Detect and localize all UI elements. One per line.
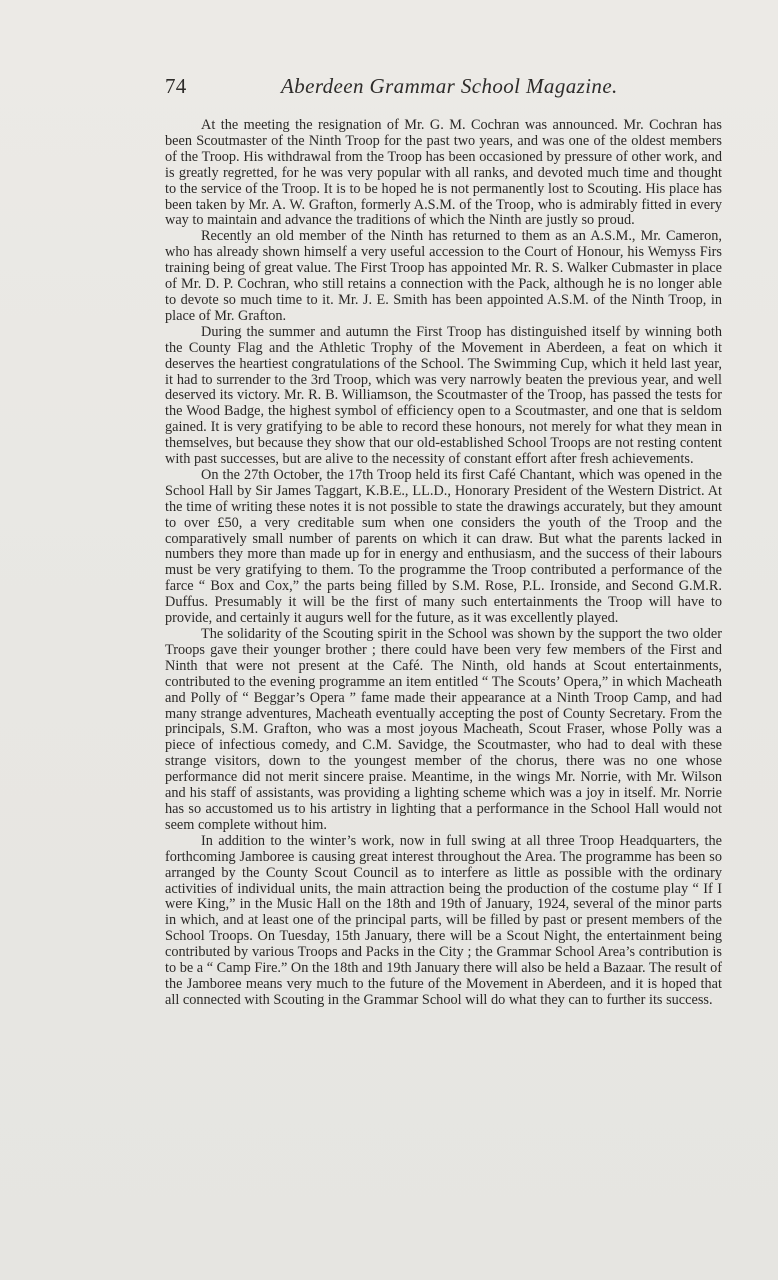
page-header	[165, 74, 725, 104]
paragraph: During the summer and autumn the First Troop has distinguished itself by winning both the County Flag and the Athletic Trophy of the Movement in Aberdeen, a feat on which it deserves the heartiest congratulations of the School. The Swimming Cup, which it held last year, it had to surrender to the 3rd Troop, which was very narrowly beaten the previous year, and well deserved its victory. Mr. R. B. Williamson, the Scoutmaster of the Troop, has passed the tests for the Wood Badge, the highest symbol of efficiency open to a Scoutmaster, and one that is seldom gained. It is very gratifying to be able to record these honours, not merely for what they mean in themselves, but because they show that our old-established School Troops are not resting content with past successes, but are alive to the necessity of constant effort after fresh achievements.	[165, 323, 722, 468]
running-title: Aberdeen Grammar School Magazine.	[281, 74, 618, 98]
paragraph: At the meeting the resignation of Mr. G. M. Cochran was announced. Mr. Cochran has been Scoutmaster of the Ninth Troop for the past two years, and was one of the oldest members of the Troop. His withdrawal from the Troop has been occasioned by pressure of other work, and is greatly regretted, for he was very popular with all ranks, and devoted much time and thought to the service of the Troop. It is to be hoped he is not permanently lost to Scouting. His place has been taken by Mr. A. W. Grafton, formerly A.S.M. of the Troop, who is admirably fitted in every way to maintain and advance the traditions of which the Ninth are justly so proud.	[165, 117, 722, 229]
paragraph: Recently an old member of the Ninth has returned to them as an A.S.M., Mr. Cameron, who has already shown himself a very useful accession to the Court of Honour, his Wemyss Firs training being of great value. The First Troop has appointed Mr. R. S. Walker Cubmaster in place of Mr. D. P. Cochran, who still retains a connection with the Pack, although he is no longer able to devote so much time to it. Mr. J. E. Smith has been appointed A.S.M. of the Ninth Troop, in place of Mr. Grafton.	[165, 228, 722, 324]
paragraph: In addition to the winter’s work, now in full swing at all three Troop Headquarters, the forthcoming Jamboree is causing great interest throughout the Area. The programme has been so arranged by the County Scout Council as to interfere as little as possible with the ordinary activities of individual units, the main attraction being the production of the costume play “ If I were King,” in the Music Hall on the 18th and 19th of January, 1924, several of the minor parts in which, and at least one of the principal parts, will be filled by past or present members of the School Troops. On Tuesday, 15th January, there will be a Scout Night, the entertainment being contributed by various Troops and Packs in the City ; the Grammar School Area’s contribution is to be a “ Camp Fire.” On the 18th and 19th January there will also be held a Bazaar. The result of the Jamboree means very much to the future of the Movement in Aberdeen, and it is hoped that all connected with Scouting in the Grammar School will do what they can to further its success.	[165, 832, 722, 1008]
article-body	[165, 118, 722, 1009]
page-number: 74	[165, 74, 187, 98]
paragraph: The solidarity of the Scouting spirit in the School was shown by the support the two older Troops gave their younger brother ; there could have been very few members of the First and Ninth that were not present at the Café. The Ninth, old hands at Scout entertainments, contributed to the evening programme an item entitled “ The Scouts’ Opera,” in which Macheath and Polly of “ Beggar’s Opera ” fame made their appearance at a Ninth Troop Camp, and had many strange adventures, Macheath eventually accepting the post of County Secretary. From the principals, S.M. Grafton, who was a most joyous Macheath, Scout Fraser, whose Polly was a piece of infectious comedy, and C.M. Savidge, the Scoutmaster, who had to deal with these strange visitors, down to the youngest member of the chorus, there was no one whose performance did not merit sincere praise. Meantime, in the wings Mr. Norrie, with Mr. Wilson and his staff of assistants, was providing a lighting scheme which was a joy in itself. Mr. Norrie has so accustomed us to his artistry in lighting that a performance in the School Hall would not seem complete without him.	[165, 626, 722, 833]
paragraph: On the 27th October, the 17th Troop held its first Café Chantant, which was opened in the School Hall by Sir James Taggart, K.B.E., LL.D., Honorary President of the Western District. At the time of writing these notes it is not possible to state the drawings accurately, but they amount to over £50, a very creditable sum when one considers the youth of the Troop and the comparatively small number of parents on which it can draw. But what the parents lacked in numbers they more than made up for in energy and enthusiasm, and the success of their labours must be very gratifying to them. To the programme the Troop contributed a performance of the farce “ Box and Cox,” the parts being filled by S.M. Rose, P.L. Ironside, and Second G.M.R. Duffus. Presumably it will be the first of many such entertainments the Troop will have to provide, and certainly it augurs well for the future, as it was excellently played.	[165, 466, 722, 627]
